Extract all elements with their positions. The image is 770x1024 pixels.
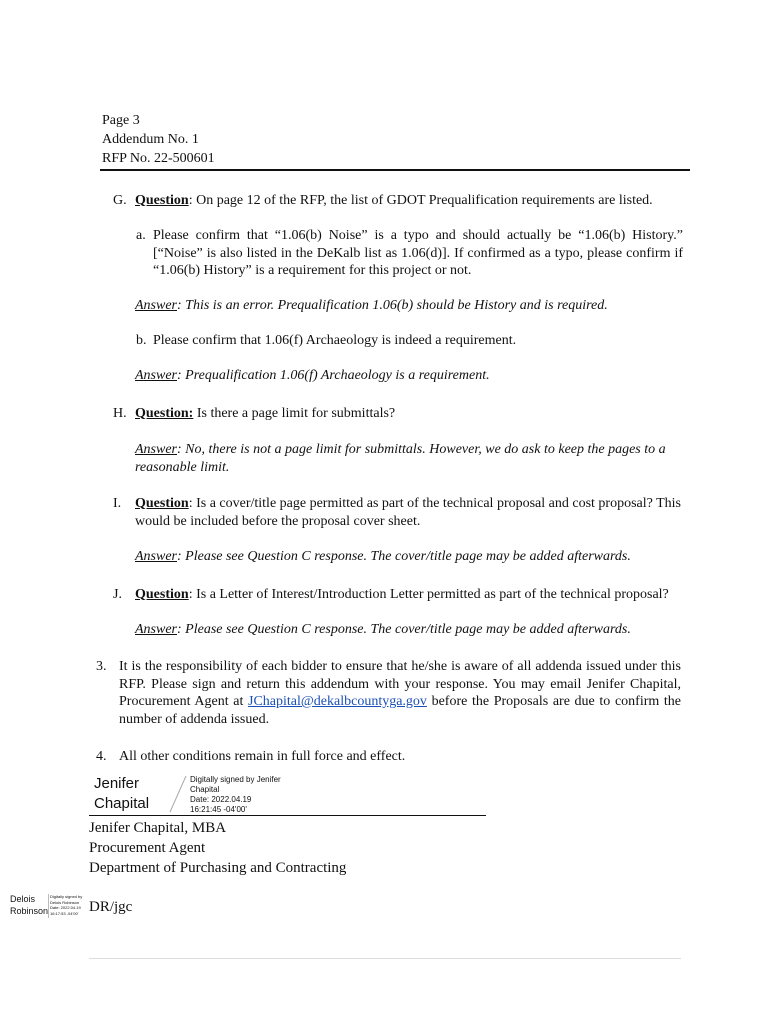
item-g-b-answer — [135, 367, 685, 385]
item-j-question — [135, 586, 695, 604]
answer-text: : This is an error. Prequalification 1.06(b) should be History and is required. — [177, 298, 608, 313]
signatory-department: Department of Purchasing and Contracting — [89, 860, 347, 876]
stamp-line: Digitally signed by Jenifer — [190, 775, 281, 784]
question-text: : Is a Letter of Interest/Introduction Letter permitted as part of the technical proposal? — [188, 587, 669, 602]
rfp-number: RFP No. 22-500601 — [102, 151, 215, 166]
question-label: Question — [135, 193, 189, 208]
second-signature-stamp — [50, 894, 82, 916]
item-3-text-after: before the Proposals are due to confirm the number of addenda issued. — [119, 694, 682, 727]
footer-rule — [89, 958, 681, 959]
question-text: : Is a cover/title page permitted as part of the technical proposal and cost proposal? This would be included before the proposal cover sheet. — [135, 496, 681, 529]
item-3-marker: 3. — [96, 659, 107, 674]
item-i-answer — [135, 548, 685, 566]
question-label: Question: — [135, 406, 194, 421]
addendum-number: Addendum No. 1 — [102, 132, 199, 147]
item-g-b-marker: b. — [136, 333, 147, 348]
signatory-name: Jenifer Chapital, MBA — [89, 820, 227, 836]
item-g-marker: G. — [113, 193, 127, 208]
question-text: Is there a page limit for submittals? — [193, 406, 396, 421]
initials: DR/jgc — [89, 899, 133, 915]
answer-text: : Please see Question C response. The cover/title page may be added afterwards. — [177, 622, 631, 637]
answer-label: Answer — [135, 298, 177, 313]
stamp-line: Delois Robinson — [50, 899, 80, 905]
signature-first-name: Jenifer — [94, 775, 140, 792]
item-3-text-before: It is the responsibility of each bidder to ensure that he/she is aware of all addenda issued under this RFP. Please sign and return this addendum with your response. You may email Jenifer Chapital, Procurement Agent at — [119, 659, 681, 709]
item-j-marker: J. — [113, 587, 122, 602]
answer-label: Answer — [135, 622, 177, 637]
stamp-line: 16:21:45 -04'00' — [190, 805, 247, 814]
header-rule — [100, 169, 690, 171]
item-g-a-text: Please confirm that “1.06(b) Noise” is a typo and should actually be “1.06(b) History.” [“Noise” is also listed in the DeKalb list as 1.06(d)]. If confirmed as a typo, please confirm if “1.06(b) History” is a requirement for this project or not. — [153, 228, 683, 278]
answer-text: : Please see Question C response. The cover/title page may be added afterwards. — [177, 549, 631, 564]
second-signature-first: Delois — [10, 894, 36, 904]
stamp-line: Date: 2022.04.19 — [190, 795, 252, 804]
answer-label: Answer — [135, 549, 177, 564]
item-4-marker: 4. — [96, 749, 107, 764]
page-number: Page 3 — [102, 113, 140, 128]
stamp-line: Digitally signed by — [50, 894, 83, 899]
stamp-line: Chapital — [190, 785, 220, 794]
question-label: Question — [135, 496, 189, 511]
second-signature-divider — [48, 894, 49, 918]
signature-last-name: Chapital — [94, 795, 150, 812]
item-h-answer — [135, 441, 675, 476]
answer-label: Answer — [135, 442, 177, 457]
item-i-marker: I. — [113, 496, 122, 511]
item-4-text: All other conditions remain in full force and effect. — [119, 749, 406, 764]
second-signature-last: Robinson — [10, 906, 49, 916]
answer-label: Answer — [135, 368, 177, 383]
signatory-title: Procurement Agent — [89, 840, 206, 856]
answer-text: : No, there is not a page limit for submittals. However, we do ask to keep the pages to a reasonable limit. — [135, 442, 666, 475]
item-g-a-marker: a. — [136, 228, 146, 243]
question-label: Question — [135, 587, 189, 602]
stamp-line: 16:17:53 -04'00' — [50, 910, 79, 916]
item-g-a-answer — [135, 297, 685, 315]
item-g-question — [135, 192, 695, 210]
item-g-b-text: Please confirm that 1.06(f) Archaeology is indeed a requirement. — [153, 333, 517, 348]
item-h-question — [135, 405, 695, 423]
answer-text: : Prequalification 1.06(f) Archaeology is a requirement. — [177, 368, 490, 383]
signature-digital-stamp — [190, 775, 281, 815]
email-link[interactable]: JChapital@dekalbcountyga.gov — [248, 694, 427, 709]
signature-divider-icon — [166, 774, 190, 814]
item-j-answer — [135, 621, 695, 639]
item-3-text — [119, 658, 681, 728]
item-i-question — [135, 495, 685, 530]
item-h-marker: H. — [113, 406, 127, 421]
signature-line — [89, 815, 486, 816]
stamp-line: Date: 2022.04.19 — [50, 905, 81, 910]
question-text: : On page 12 of the RFP, the list of GDOT Prequalification requirements are listed. — [188, 193, 653, 208]
